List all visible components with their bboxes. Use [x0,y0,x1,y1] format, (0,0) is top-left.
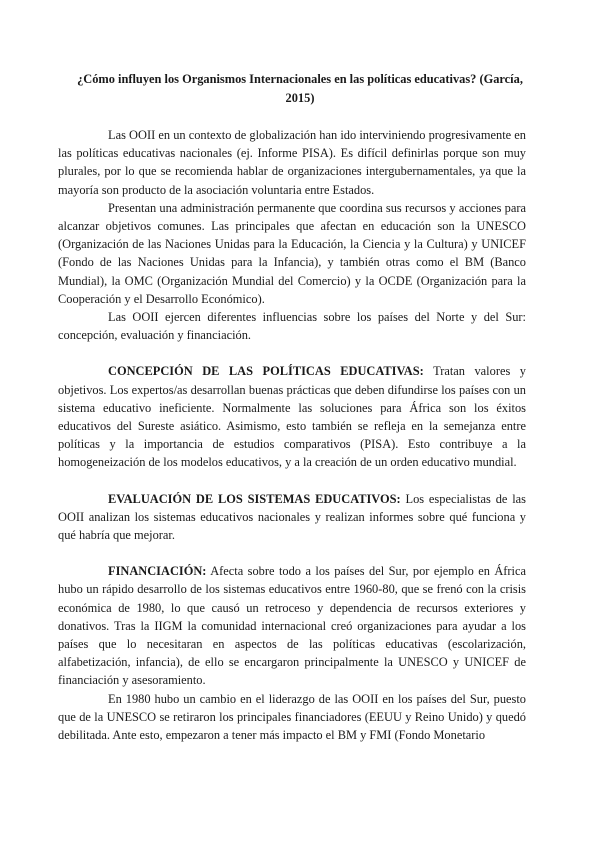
paragraph-evaluacion [58,490,526,545]
paragraph-1980: En 1980 hubo un cambio en el liderazgo de las OOII en los países del Sur, puesto que de la UNESCO se retiraron los principales financiadores (EEUU y Reino Unido) y quedó debilitada. Ante esto, empezaron a tener más impacto el BM y FMI (Fondo Monetario [58,691,526,743]
document-body [58,126,526,744]
paragraph-influencias: Las OOII ejercen diferentes influencias sobre los países del Norte y del Sur: concepción, evaluación y financiación. [58,310,526,343]
section-heading-concepcion: CONCEPCIÓN DE LAS POLÍTICAS EDUCATIVAS: [108,364,424,379]
paragraph-financiacion [58,562,526,689]
paragraph-text: Los especialistas de las OOII analizan los sistemas educativos nacionales y realizan informes sobre qué funciona y qué habría que mejorar. [58,491,526,543]
paragraph-administracion: Presentan una administración permanente que coordina sus recursos y acciones para alcanzar objetivos comunes. Las principales que afectan en educación son la UNESCO (Organización de las Naciones Unidas para la Educación, la Ciencia y la Cultura) y UNICEF (Fondo de las Naciones Unidas para la Infancia), y también otras como el BM (Banco Mundial), la OMC (Organización Mundial del Comercio) y la OCDE (Organización para la Cooperación y el Desarrollo Económico). [58,200,526,306]
section-heading-evaluacion: EVALUACIÓN DE LOS SISTEMAS EDUCATIVOS: [108,491,401,506]
paragraph-concepcion [58,362,526,471]
paragraph-ooii-intro: Las OOII en un contexto de globalización han ido interviniendo progresivamente en las políticas educativas nacionales (ej. Informe PISA). Es difícil definirlas porque son muy plurales, por lo que se recomienda hablar de organizaciones intergubernamentales, ya que la mayoría son producto de la asociación voluntaria entre Estados. [58,128,526,197]
paragraph-text: Afecta sobre todo a los países del Sur, por ejemplo en África hubo un rápido desarrollo de los sistemas educativos entre 1960-80, que se frenó con la crisis económica de 1980, lo que causó un retroceso y dependencia de recursos exteriores y donativos. Tras la IIGM la comunidad internacional creó organizaciones para ayudar a los países que lo necesitaran en aspectos de las políticas educativas (escolarización, alfabetización, infancia), de ello se encargaron principalmente la UNESCO y UNICEF de financiación y asesoramiento. [58,564,526,688]
document-title: ¿Cómo influyen los Organismos Internacionales en las políticas educativas? (García, 2015) [77,72,523,105]
section-heading-financiacion: FINANCIACIÓN: [108,564,207,579]
paragraph-text: Tratan valores y objetivos. Los expertos/as desarrollan buenas prácticas que deben difundirse los países con un sistema educativo ineficiente. Normalmente las soluciones para África son los éxitos educativos del Sureste asiático. Asimismo, esto también se refleja en la semejanza entre políticas y la importancia de estudios comparativos (PISA). Esto contribuye a la homogeneización de los modelos educativos, y a la creación de un orden educativo mundial. [58,364,526,470]
